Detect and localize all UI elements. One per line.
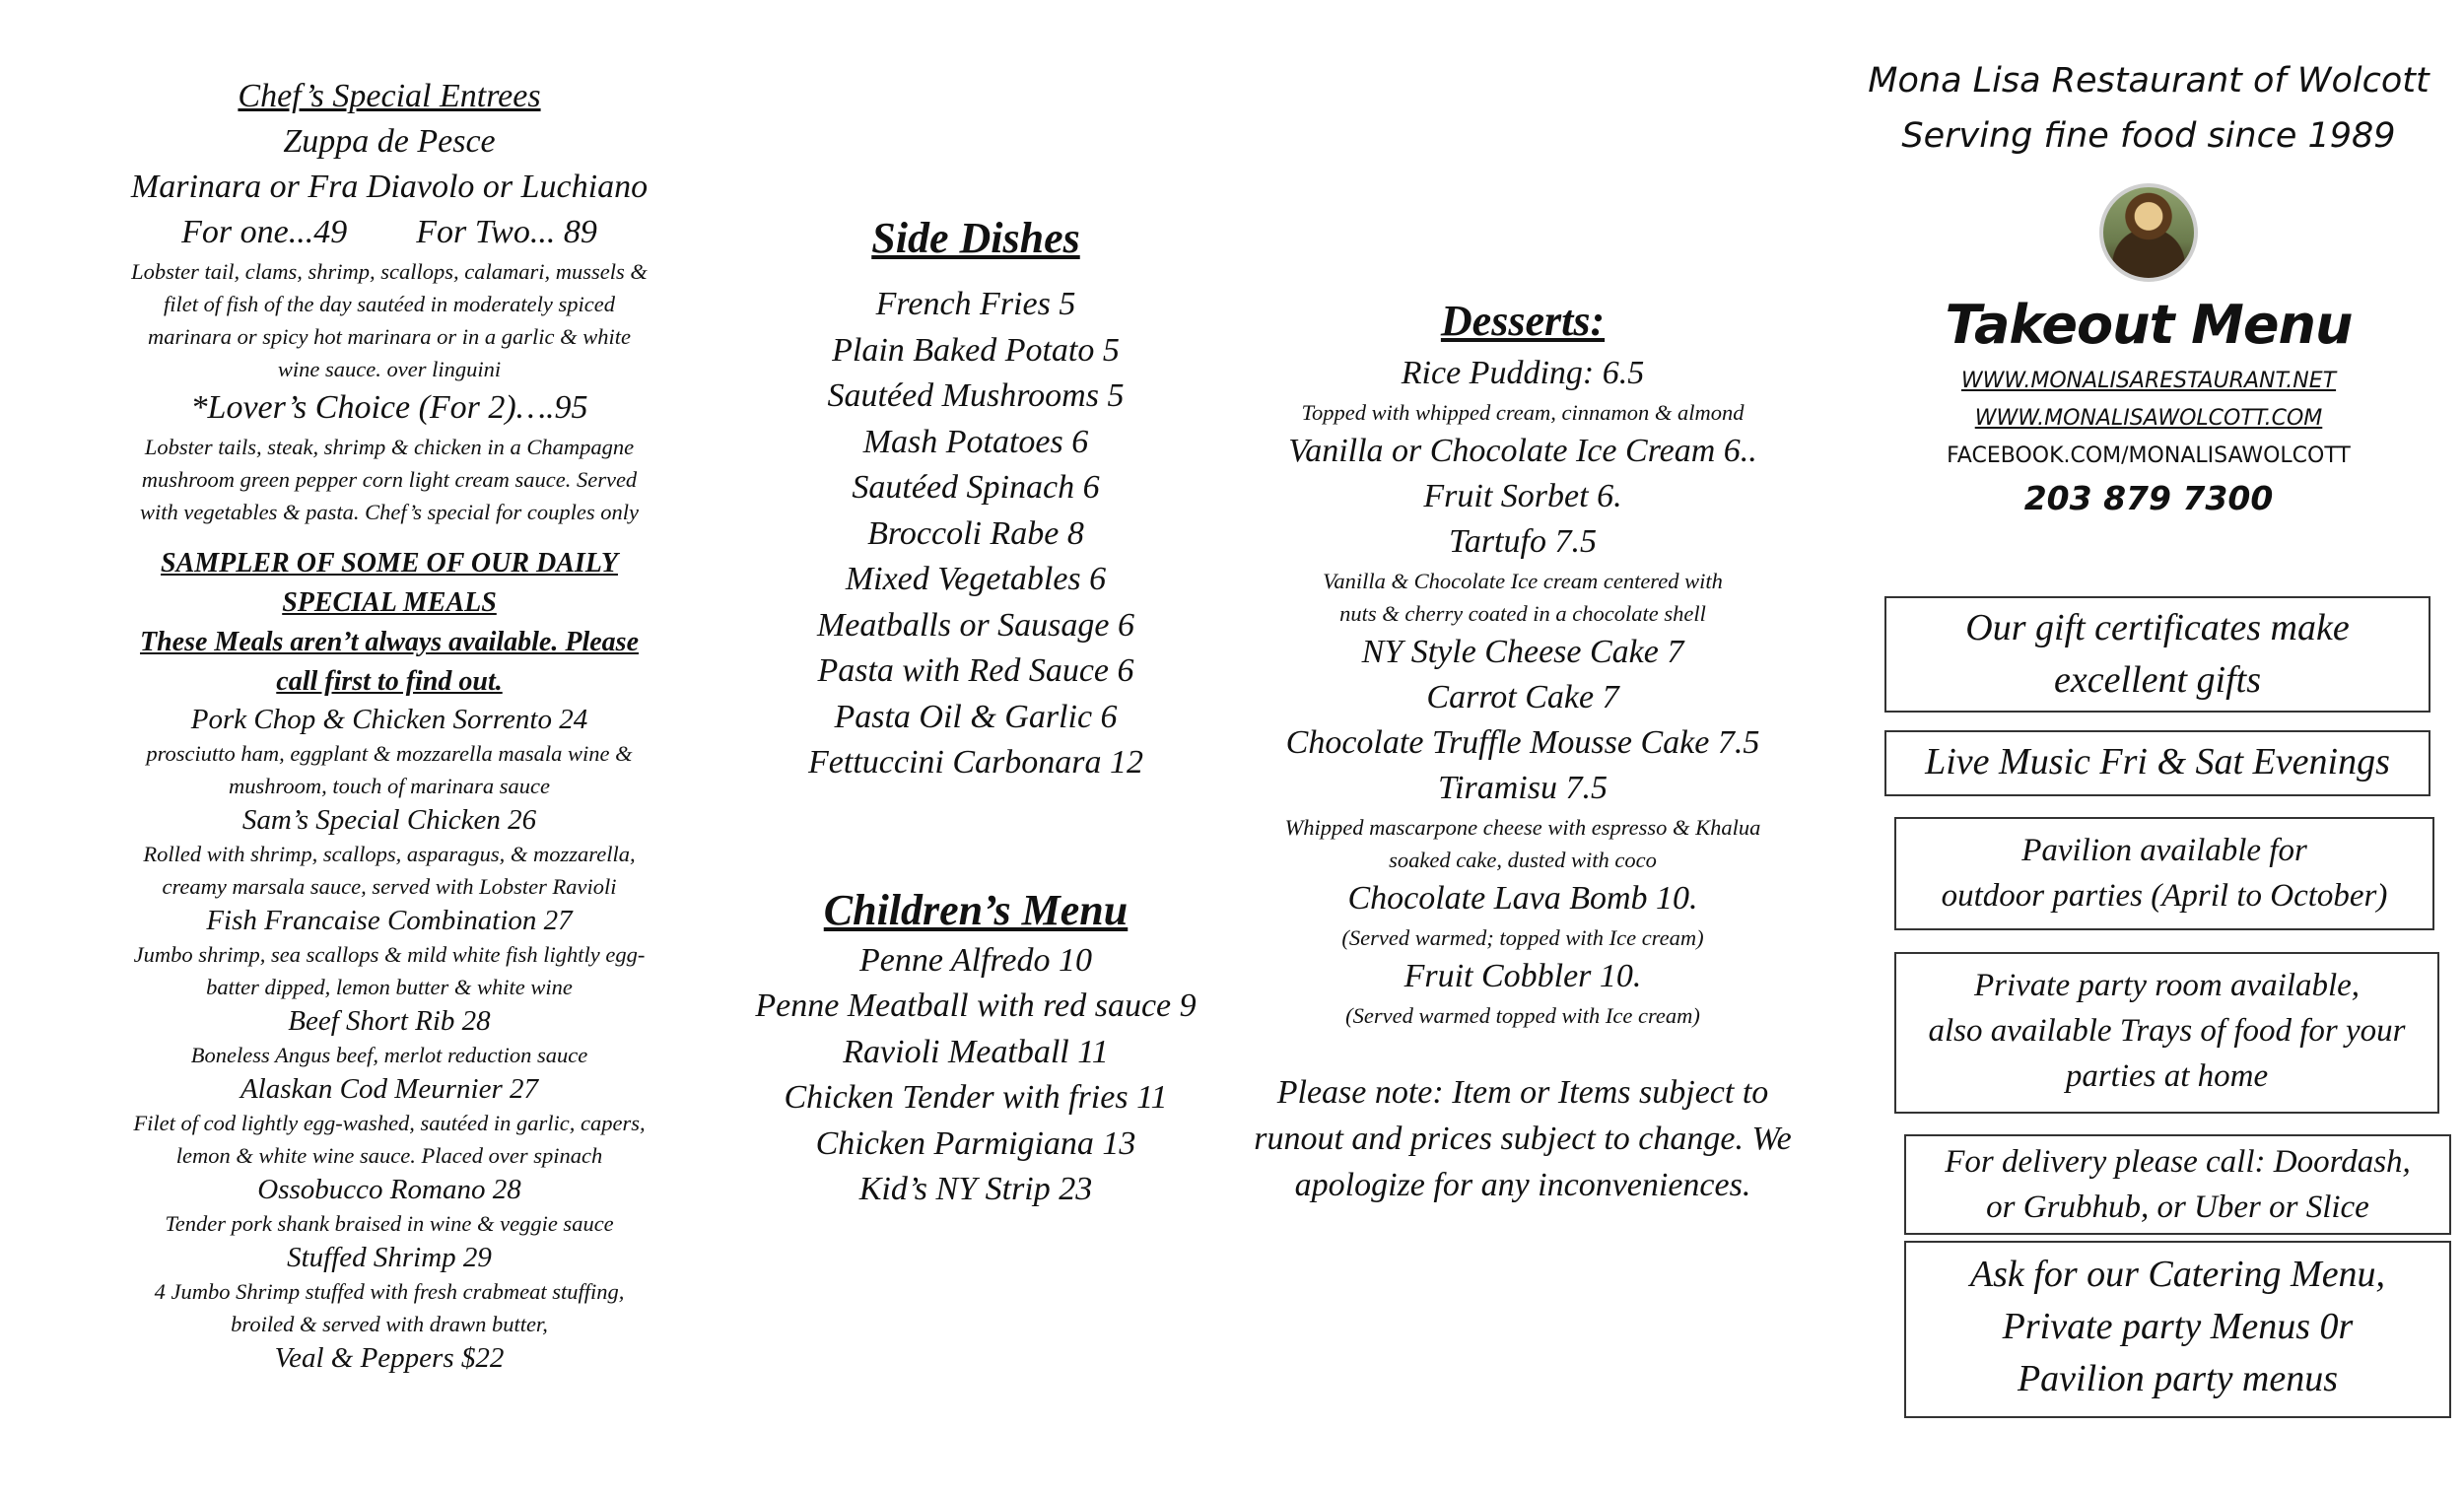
childrens-item: Ravioli Meatball 11 [843, 1033, 1109, 1070]
pavilion-box [1894, 817, 2434, 930]
phone-number[interactable]: 203 879 7300 [2023, 479, 2274, 517]
dessert-item: Carrot Cake 7 [1426, 679, 1619, 715]
lovers-desc: mushroom green pepper corn light cream sauce. Served [141, 467, 638, 492]
childrens-item: Chicken Tender with fries 11 [784, 1079, 1168, 1116]
sampler-item: Ossobucco Romano 28 [257, 1174, 521, 1205]
side-dish-item: Mash Potatoes 6 [862, 423, 1089, 460]
sampler-item-desc: Jumbo shrimp, sea scallops & mild white fish lightly egg- [133, 942, 646, 967]
sampler-note: These Meals aren’t always available. Please [140, 627, 639, 657]
restaurant-name: Mona Lisa Restaurant of Wolcott [1868, 61, 2430, 101]
chef-special-column [59, 74, 719, 1376]
side-dish-item: Pasta with Red Sauce 6 [817, 652, 1134, 689]
catering-text: Pavilion party menus [2017, 1358, 2339, 1399]
dessert-item: Vanilla or Chocolate Ice Cream 6.. [1288, 433, 1757, 469]
zuppa-desc: wine sauce. over linguini [277, 357, 502, 381]
price-note-line: apologize for any inconveniences. [1294, 1167, 1751, 1203]
dessert-item: Chocolate Lava Bomb 10. [1347, 880, 1698, 917]
dessert-item: NY Style Cheese Cake 7 [1361, 634, 1684, 670]
website-link-2[interactable]: WWW.MONALISAWOLCOTT.COM [1974, 406, 2323, 431]
party-room-box [1894, 952, 2439, 1114]
sampler-note: call first to find out. [276, 666, 503, 697]
dessert-item: Tiramisu 7.5 [1438, 770, 1608, 806]
price-one: For one...49 [181, 214, 348, 250]
side-dishes-title: Side Dishes [871, 214, 1080, 262]
sampler-item: Stuffed Shrimp 29 [287, 1242, 492, 1273]
gift-text: Our gift certificates make [1965, 607, 2350, 648]
side-dish-item: Pasta Oil & Garlic 6 [834, 698, 1118, 735]
price-note [1242, 1069, 1804, 1208]
sampler-item: Veal & Peppers $22 [274, 1342, 505, 1374]
price-note-line: runout and prices subject to change. We [1254, 1121, 1792, 1157]
dessert-item: Chocolate Truffle Mousse Cake 7.5 [1285, 724, 1760, 761]
childrens-item: Chicken Parmigiana 13 [815, 1124, 1136, 1162]
pavilion-text: Pavilion available for [2021, 833, 2307, 868]
side-dish-item: Sautéed Spinach 6 [852, 469, 1100, 506]
dessert-item: Fruit Sorbet 6. [1423, 478, 1622, 514]
dessert-item: Fruit Cobbler 10. [1403, 958, 1642, 994]
side-dish-item: Fettuccini Carbonara 12 [808, 744, 1143, 781]
takeout-menu-title: Takeout Menu [1945, 294, 2353, 356]
zuppa-prices [59, 210, 719, 255]
sampler-item-desc: prosciutto ham, eggplant & mozzarella masala wine & [146, 741, 633, 766]
zuppa-desc: filet of fish of the day sautéed in moderately spiced [163, 292, 616, 316]
sides-column [710, 209, 1242, 1213]
sampler-heading: SAMPLER OF SOME OF OUR DAILY [161, 548, 618, 578]
sampler-item-desc: Rolled with shrimp, scallops, asparagus, & mozzarella, [143, 842, 636, 866]
zuppa-name: Zuppa de Pesce [283, 123, 496, 160]
delivery-text: or Grubhub, or Uber or Slice [1986, 1190, 2369, 1225]
sampler-item: Fish Francaise Combination 27 [206, 905, 573, 936]
dessert-desc: nuts & cherry coated in a chocolate shell [1339, 601, 1706, 626]
catering-text: Private party Menus 0r [2002, 1306, 2354, 1347]
childrens-item: Penne Meatball with red sauce 9 [755, 987, 1197, 1024]
live-music-text: Live Music Fri & Sat Evenings [1925, 741, 2390, 782]
childrens-menu-title: Children’s Menu [823, 885, 1129, 934]
childrens-item: Kid’s NY Strip 23 [858, 1171, 1093, 1207]
side-dish-item: Sautéed Mushrooms 5 [827, 377, 1125, 414]
party-room-text: parties at home [2065, 1058, 2269, 1094]
mona-lisa-logo-icon [2099, 183, 2198, 282]
restaurant-tagline: Serving fine food since 1989 [1901, 116, 2396, 156]
dessert-desc: soaked cake, dusted with coco [1389, 848, 1657, 872]
sampler-item-desc: 4 Jumbo Shrimp stuffed with fresh crabmeat stuffing, [154, 1279, 625, 1304]
childrens-item: Penne Alfredo 10 [858, 941, 1093, 979]
zuppa-sauces: Marinara or Fra Diavolo or Luchiano [130, 169, 649, 205]
pavilion-text: outdoor parties (April to October) [1941, 878, 2388, 914]
zuppa-desc: marinara or spicy hot marinara or in a garlic & white [147, 324, 631, 349]
sampler-item-desc: Boneless Angus beef, merlot reduction sauce [190, 1043, 588, 1067]
side-dish-item: Meatballs or Sausage 6 [816, 606, 1135, 644]
sampler-item: Pork Chop & Chicken Sorrento 24 [190, 704, 588, 735]
dessert-desc: (Served warmed topped with Ice cream) [1345, 1003, 1700, 1028]
gift-certificate-box [1884, 596, 2430, 713]
zuppa-desc: Lobster tail, clams, shrimp, scallops, calamari, mussels & [131, 259, 648, 284]
facebook-link[interactable]: FACEBOOK.COM/MONALISAWOLCOTT [1947, 443, 2351, 468]
delivery-text: For delivery please call: Doordash, [1945, 1144, 2411, 1180]
party-room-text: Private party room available, [1973, 968, 2361, 1003]
dessert-desc: Vanilla & Chocolate Ice cream centered with [1323, 569, 1723, 593]
lovers-desc: with vegetables & pasta. Chef’s special for couples only [140, 500, 639, 524]
sampler-item-desc: creamy marsala sauce, served with Lobster Ravioli [162, 874, 617, 899]
side-dish-item: French Fries 5 [875, 286, 1076, 322]
price-two: For Two... 89 [416, 214, 597, 250]
dessert-desc: (Served warmed; topped with Ice cream) [1341, 925, 1704, 950]
sampler-item-desc: mushroom, touch of marinara sauce [228, 774, 551, 798]
sampler-item-desc: broiled & served with drawn butter, [231, 1312, 548, 1336]
chef-special-title: Chef’s Special Entrees [238, 78, 541, 114]
desserts-title: Desserts: [1440, 297, 1606, 345]
side-dish-item: Mixed Vegetables 6 [845, 561, 1107, 597]
dessert-item: Rice Pudding: 6.5 [1401, 355, 1645, 391]
side-dish-item: Plain Baked Potato 5 [832, 331, 1120, 369]
price-note-line: Please note: Item or Items subject to [1276, 1074, 1769, 1111]
lovers-choice: *Lover’s Choice (For 2)….95 [190, 389, 588, 426]
sampler-item: Sam’s Special Chicken 26 [241, 804, 537, 836]
sampler-item: Alaskan Cod Meurnier 27 [240, 1073, 539, 1105]
live-music-box [1884, 730, 2430, 796]
sampler-item-desc: Tender pork shank braised in wine & veggie sauce [165, 1211, 614, 1236]
dessert-desc: Topped with whipped cream, cinnamon & almond [1301, 400, 1745, 425]
gift-text: excellent gifts [2054, 659, 2261, 701]
sampler-item-desc: batter dipped, lemon butter & white wine [206, 975, 573, 999]
catering-box [1904, 1241, 2451, 1418]
sampler-item: Beef Short Rib 28 [288, 1005, 491, 1037]
side-dish-item: Broccoli Rabe 8 [867, 514, 1084, 552]
sampler-item-desc: Filet of cod lightly egg-washed, sautéed in garlic, capers, [133, 1111, 646, 1135]
restaurant-info-column [1868, 53, 2430, 522]
delivery-box [1904, 1134, 2451, 1235]
sampler-heading: SPECIAL MEALS [282, 587, 497, 618]
dessert-desc: Whipped mascarpone cheese with espresso & Khalua [1284, 815, 1761, 840]
party-room-text: also available Trays of food for your [1928, 1013, 2406, 1049]
lovers-desc: Lobster tails, steak, shrimp & chicken in a Champagne [144, 435, 635, 459]
catering-text: Ask for our Catering Menu, [1969, 1254, 2386, 1295]
website-link-1[interactable]: WWW.MONALISARESTAURANT.NET [1960, 369, 2337, 393]
sampler-item-desc: lemon & white wine sauce. Placed over spinach [175, 1143, 603, 1168]
desserts-column [1242, 292, 1804, 1208]
dessert-item: Tartufo 7.5 [1449, 523, 1597, 560]
